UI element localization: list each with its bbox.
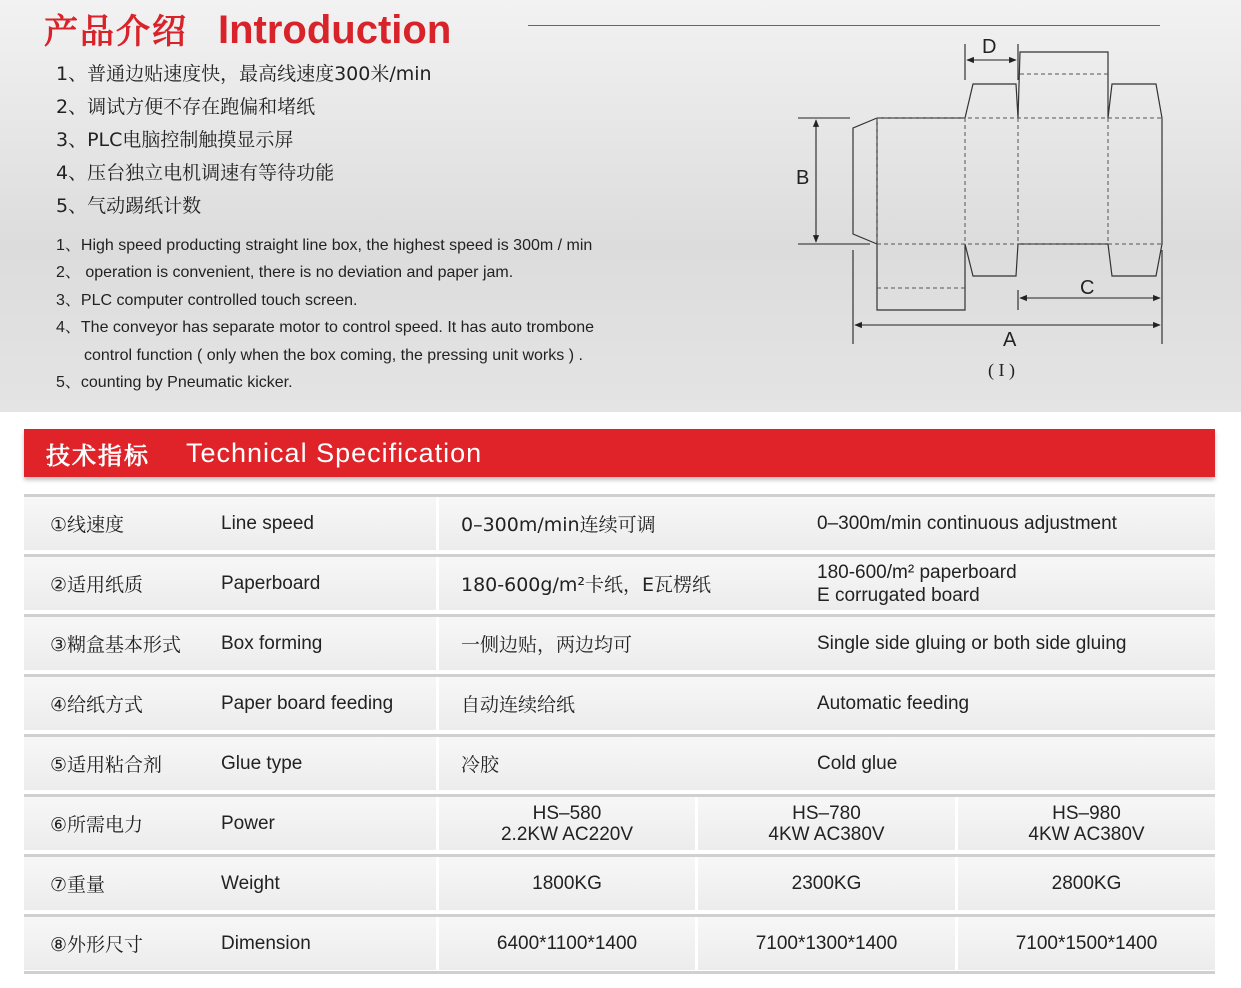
weight-value: 1800KG [532, 873, 602, 894]
model-cell [439, 797, 695, 850]
row-label-en: Glue type [221, 752, 303, 774]
row-label-en: Paperboard [221, 572, 321, 594]
table-row-power [24, 794, 1215, 850]
column-divider [436, 617, 439, 670]
spec-title-en: Technical Specification [186, 437, 483, 468]
box-outline [877, 52, 1162, 310]
weight-value: 2800KG [1051, 873, 1122, 894]
feature-cn-item: 5、气动踢纸计数 [56, 195, 202, 217]
dimension-value: 7100*1300*1400 [755, 933, 898, 954]
table-row-weight [24, 854, 1215, 910]
row-label-en: Line speed [221, 512, 314, 534]
table-row [24, 674, 1215, 730]
table-row [24, 614, 1215, 670]
row-value-cn: 一侧边贴，两边均可 [461, 634, 633, 656]
row-value-cn: 0–300m/min连续可调 [461, 514, 656, 536]
row-value-en-line: E corrugated board [817, 584, 980, 606]
model-cell [958, 797, 1215, 850]
feature-list-en [56, 232, 594, 396]
model-power: 4KW AC380V [1028, 823, 1145, 845]
weight-value: 2300KG [791, 873, 862, 894]
row-label-en: Box forming [221, 632, 323, 654]
row-label-en: Paper board feeding [221, 692, 394, 714]
feature-en-item: 2、 operation is convenient, there is no deviation and paper jam. [56, 264, 514, 282]
dimension-a-label: A [1003, 329, 1017, 351]
row-label-cn: ①线速度 [50, 514, 125, 536]
feature-cn-item: 3、PLC电脑控制触摸显示屏 [56, 129, 294, 151]
feature-en-item: control function ( only when the box coming, the pressing unit works ) . [84, 346, 583, 364]
row-value-en-line: 180-600/m² paperboard [817, 561, 1017, 583]
row-label-cn: ⑧外形尺寸 [50, 934, 144, 956]
table-row-dimension [24, 914, 1215, 970]
feature-list-cn [56, 58, 432, 223]
spec-table [24, 494, 1215, 974]
dimension-c-label: C [1080, 277, 1095, 299]
column-divider [436, 497, 439, 550]
row-value-en [817, 557, 1215, 610]
feature-cn-item: 1、普通边贴速度快，最高线速度300米/min [56, 63, 432, 85]
dimension-value: 6400*1100*1400 [496, 933, 638, 954]
column-divider [436, 737, 439, 790]
spec-title-cn: 技术指标 [46, 441, 150, 470]
feature-en-item: 4、The conveyor has separate motor to control speed. It has auto trombone [56, 319, 595, 337]
model-power: 4KW AC380V [768, 823, 885, 845]
title-divider [528, 25, 1160, 26]
feature-en-item: 3、PLC computer controlled touch screen. [56, 291, 358, 309]
feature-en-item: 5、counting by Pneumatic kicker. [56, 373, 293, 391]
row-label-cn: ⑦重量 [50, 874, 106, 896]
introduction-title-cn: 产品介绍 [44, 12, 188, 52]
glue-flap [853, 118, 877, 244]
model-name: HS–980 [1052, 802, 1121, 824]
table-bottom-rule [24, 971, 1215, 974]
table-row [24, 554, 1215, 610]
row-label-cn: ⑤适用粘合剂 [50, 754, 163, 776]
introduction-section [0, 0, 1241, 412]
row-label-en: Weight [221, 872, 280, 894]
introduction-title-en: Introduction [218, 8, 452, 52]
feature-en-item: 1、High speed producting straight line box, the highest speed is 300m / min [56, 237, 593, 254]
dimension-value: 7100*1500*1400 [1015, 933, 1158, 954]
table-row [24, 494, 1215, 550]
box-diagram [770, 30, 1190, 390]
model-name: HS–580 [532, 802, 602, 824]
row-value-en: Single side gluing or both side gluing [817, 632, 1127, 654]
spec-header-bar [24, 429, 1215, 477]
row-value-cn: 自动连续给纸 [461, 694, 576, 716]
column-divider [436, 557, 439, 610]
row-value-cn: 180-600g/m²卡纸，E瓦楞纸 [461, 574, 711, 596]
row-label-cn: ④给纸方式 [50, 694, 144, 716]
row-label-cn: ②适用纸质 [50, 574, 144, 596]
diagram-caption: ( I ) [988, 360, 1015, 380]
model-power: 2.2KW AC220V [500, 823, 634, 845]
row-label-en: Power [221, 812, 275, 834]
dimension-b-label: B [796, 167, 810, 189]
row-label-cn: ⑥所需电力 [50, 814, 144, 836]
row-label-en: Dimension [221, 932, 311, 954]
feature-cn-item: 2、调试方便不存在跑偏和堵纸 [56, 96, 316, 118]
row-value-en: Cold glue [817, 752, 898, 774]
feature-cn-item: 4、压台独立电机调速有等待功能 [56, 162, 335, 184]
row-value-cn: 冷胶 [461, 754, 500, 776]
introduction-title [44, 4, 451, 52]
table-row [24, 734, 1215, 790]
row-value-en: Automatic feeding [817, 692, 970, 714]
model-cell [698, 797, 955, 850]
dimension-d-label: D [982, 36, 997, 58]
column-divider [436, 677, 439, 730]
model-name: HS–780 [792, 802, 861, 824]
row-value-en: 0–300m/min continuous adjustment [817, 512, 1117, 534]
row-label-cn: ③糊盒基本形式 [50, 634, 182, 656]
